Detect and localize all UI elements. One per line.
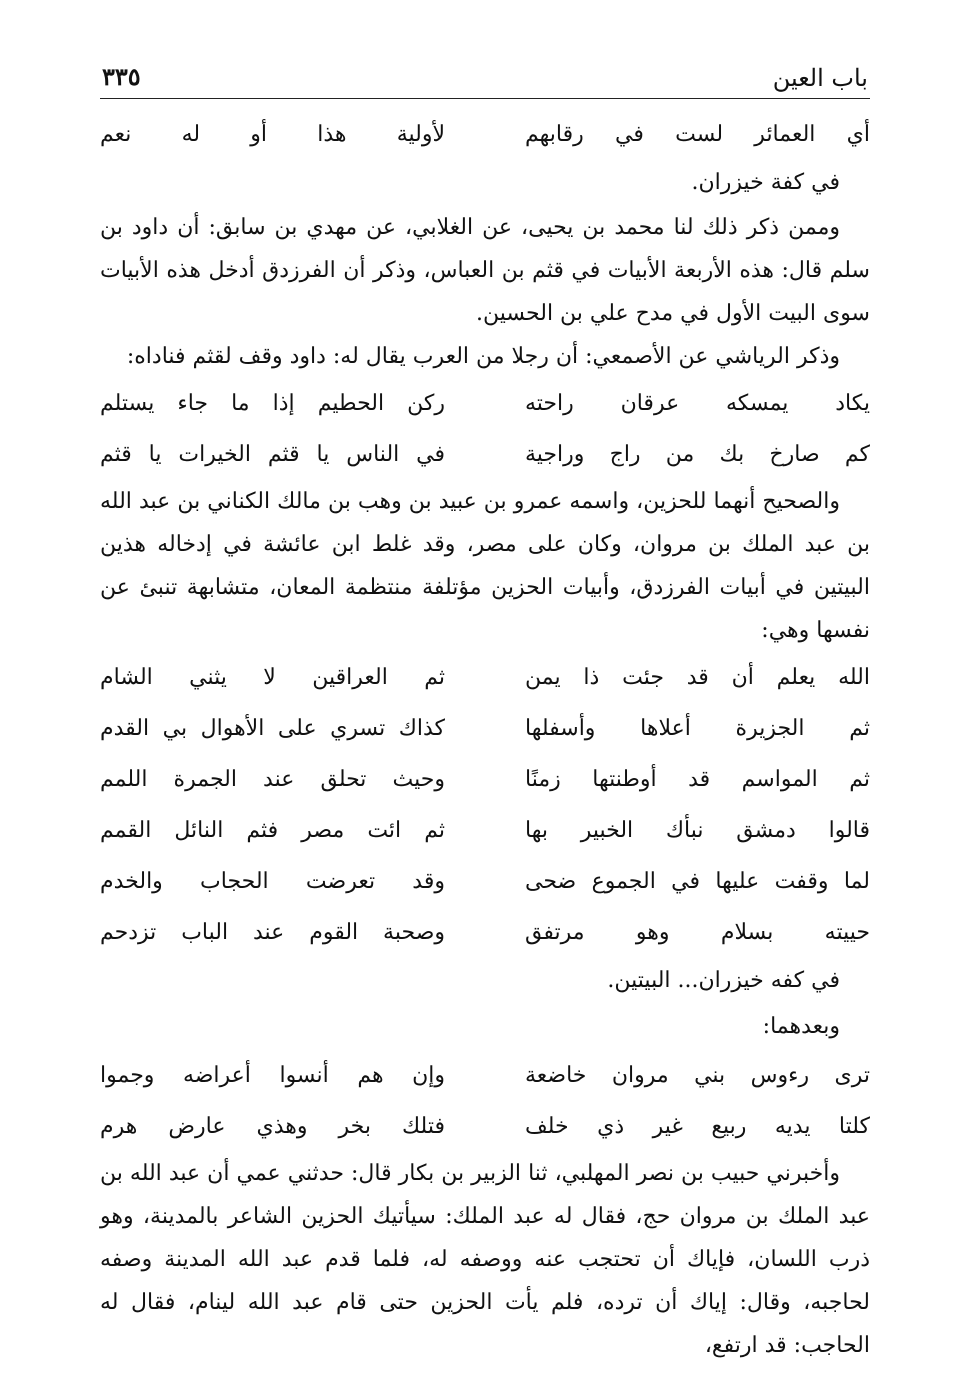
verse-line xyxy=(100,805,870,856)
continuation-line: في كفه خيزران... البيتين. xyxy=(607,968,840,993)
paragraph: والصحيح أنهما للحزين، واسمه عمرو بن عبيد بن وهب بن مالك الكناني بن عبد الله بن عبد الملك بن مروان، وكان على مصر، وقد غلط ابن عائشة في إدخاله هذين البيتين في أبيات الفرزدق، وأبيات الحزين مؤتلفة منتظمة المعان، متشابهة تنبئ عن نفسها وهي: xyxy=(100,489,870,643)
verse-line xyxy=(100,856,870,907)
book-page xyxy=(100,58,870,1367)
verse-first-hemistich: أي العمائر لست في رقابهم xyxy=(525,122,870,147)
verse-line xyxy=(100,378,870,429)
verse-line xyxy=(100,1101,870,1152)
verse-first-hemistich: كم صارخ بك من راج وراجية xyxy=(525,442,870,467)
verse-second-hemistich: وقد تعرضت الحجاب والخدم xyxy=(100,869,445,894)
verse-second-hemistich: في الناس يا قثم الخيرات يا قثم xyxy=(100,442,445,467)
verse-line xyxy=(100,109,870,160)
verse-first-hemistich: قالوا دمشق نبأك الخبير بها xyxy=(525,818,870,843)
verse-second-hemistich: لأولية هذا أو له نعم xyxy=(100,122,445,147)
paragraph: وأخبرني حبيب بن نصر المهلبي، ثنا الزبير بن بكار قال: حدثني عمي أن عبد الله بن عبد الملك بن مروان حج، فقال له عبد الملك: سيأتيك الحزين الشاعر بالمدينة، وهو ذرب اللسان، فإياك أن تحتجب عنه ووصفه له، فلما قدم عبد الله المدينة وصفه لحاجبه، وقال: إياك أن ترده، فلم يأت الحزين حتى قام عبد الله لينام، فقال له الحاجب: قد ارتفع، xyxy=(100,1161,870,1358)
verse-second-hemistich: فتلك بخر وهذي عارض هرم xyxy=(100,1114,445,1139)
page-header xyxy=(100,58,870,99)
page-number: ٣٣٥ xyxy=(102,62,141,91)
verse-first-hemistich: الله يعلم أن قد جئت ذا يمن xyxy=(525,665,870,690)
verse-first-hemistich: يكاد يمسكه عرقان راحته xyxy=(525,391,870,416)
verse-second-hemistich: ثم ائت مصر فثم النائل القمم xyxy=(100,818,445,843)
verse-line xyxy=(100,703,870,754)
verse-first-hemistich: ثم الجزيرة أعلاها وأسفلها xyxy=(525,716,870,741)
chapter-title: باب العين xyxy=(772,64,868,92)
verse-first-hemistich: كلتا يديه ربيع غير ذي خلف xyxy=(525,1114,870,1139)
verse-first-hemistich: لما وقفت عليها في الجموع ضحى xyxy=(525,869,870,894)
verse-line xyxy=(100,1050,870,1101)
verse-first-hemistich: ترى رءوس بني مروان خاضعة xyxy=(525,1063,870,1088)
verse-line xyxy=(100,652,870,703)
verse-line xyxy=(100,754,870,805)
verse-second-hemistich: وحيث تحلق عند الجمرة اللمم xyxy=(100,767,445,792)
verse-second-hemistich: وإن هم أنسوا أعراضه وجموا xyxy=(100,1063,445,1088)
continuation-line: في كفة خيزران. xyxy=(691,170,840,195)
continuation-line: وبعدهما: xyxy=(762,1014,840,1039)
verse-second-hemistich: ركن الحطيم إذا ما جاء يستلم xyxy=(100,391,445,416)
verse-second-hemistich: ثم العراقين لا يثني الشام xyxy=(100,665,445,690)
paragraph: وذكر الرياشي عن الأصمعي: أن رجلا من العرب يقال له: داود وقف لقثم فناداه: xyxy=(126,344,840,369)
paragraph: وممن ذكر ذلك لنا محمد بن يحيى، عن الغلابي، عن مهدي بن سابق: أن داود بن سلم قال: هذه الأربعة الأبيات في قثم بن العباس، وذكر أن الفرزدق أدخل هذه الأبيات سوى البيت الأول في مدح علي بن الحسين. xyxy=(100,215,870,326)
verse-first-hemistich: ثم المواسم قد أوطنتها زمنًا xyxy=(525,767,870,792)
verse-second-hemistich: كذاك تسري على الأهوال بي القدم xyxy=(100,716,445,741)
verse-line xyxy=(100,907,870,958)
verse-second-hemistich: وصحبة القوم عند الباب تزدحم xyxy=(100,920,445,945)
page-body xyxy=(100,109,870,1367)
verse-line xyxy=(100,429,870,480)
verse-first-hemistich: حييته بسلام وهو مرتفق xyxy=(525,920,870,945)
